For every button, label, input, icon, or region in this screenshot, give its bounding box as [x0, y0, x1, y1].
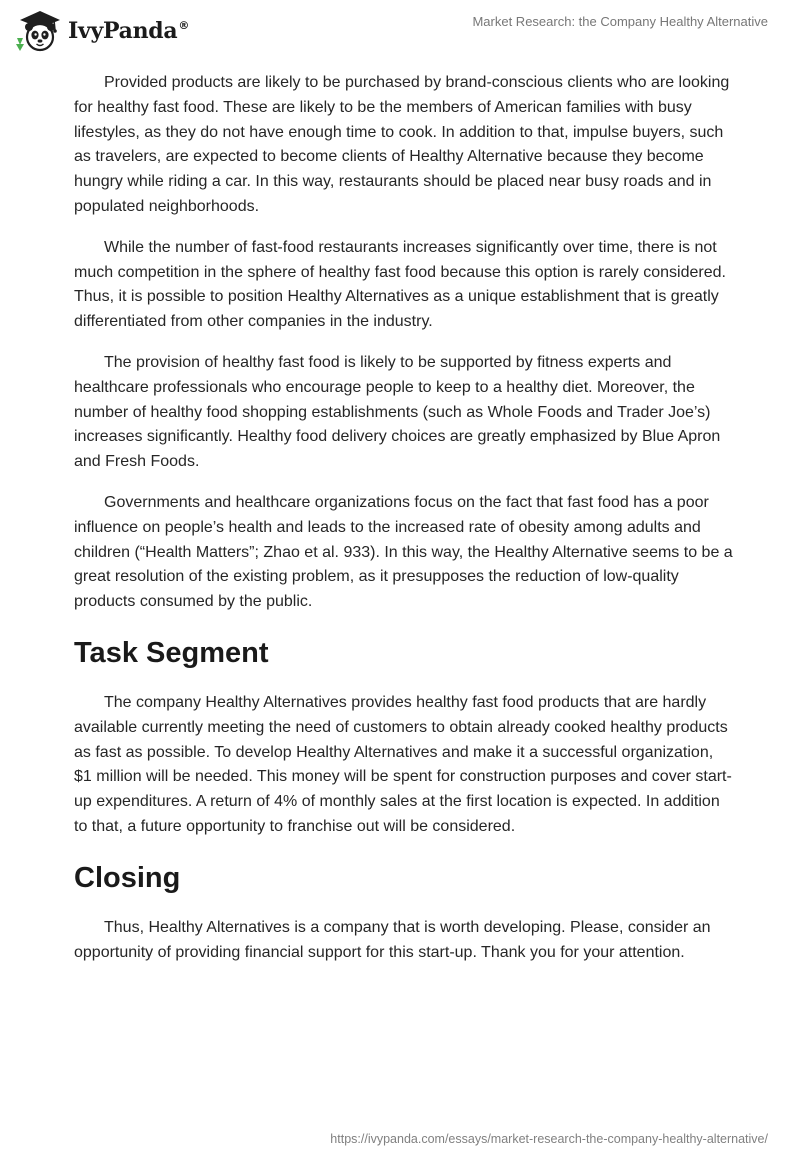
paragraph: The company Healthy Alternatives provides healthy fast food products that are hardly available currently meeting the need of customers to obtain already cooked healthy products as fast as possible. To develop Healthy Alternatives and make it a successful organization, $1 million will be needed. This money will be spent for construction purposes and cover start-up expenditures. A return of 4% of monthly sales at the first location is expected. In addition to that, a future opportunity to franchise out will be considered.	[74, 693, 732, 835]
paragraph: The provision of healthy fast food is likely to be supported by fitness experts and healthcare professionals who encourage people to keep to a healthy diet. Moreover, the number of healthy food shopping establishments (such as Whole Foods and Trader Joe’s) increases significantly. Healthy food delivery choices are greatly emphasized by Blue Apron and Fresh Foods.	[74, 353, 721, 471]
ivypanda-logo[interactable]	[14, 8, 189, 52]
section-heading-task-segment: Task Segment	[74, 636, 269, 669]
paragraph: Governments and healthcare organizations focus on the fact that fast food has a poor influence on people’s health and leads to the increased rate of obesity among adults and children (“Health Matters”; Zhao et al. 933). In this way, the Healthy Alternative seems to be a great resolution of the existing problem, as it presupposes the reduction of low-quality products consumed by the public.	[74, 493, 733, 611]
paragraph: Provided products are likely to be purchased by brand-conscious clients who are looking for healthy fast food. These are likely to be the members of American families with busy lifestyles, as they do not have enough time to cook. In addition to that, impulse buyers, such as travelers, are expected to become clients of Healthy Alternative because they become hungry while riding a car. In this way, restaurants should be placed near busy roads and in populated neighborhoods.	[74, 74, 730, 215]
running-title: Market Research: the Company Healthy Alternative	[472, 14, 768, 29]
page-header	[0, 0, 800, 60]
essay-content	[74, 71, 734, 981]
section-heading-closing: Closing	[74, 861, 181, 894]
registered-mark: ®	[178, 19, 190, 32]
panda-graduation-cap-icon	[14, 8, 62, 52]
paragraph: While the number of fast-food restaurants increases significantly over time, there is not much competition in the sphere of healthy fast food because this option is rarely considered. Thus, it is possible to position Healthy Alternatives as a unique establishment that is greatly differentiated from other companies in the industry.	[74, 238, 726, 331]
source-url-link[interactable]: https://ivypanda.com/essays/market-research-the-company-healthy-alternative/	[330, 1132, 768, 1146]
paragraph: Thus, Healthy Alternatives is a company that is worth developing. Please, consider an opportunity of providing financial support for this start-up. Thank you for your attention.	[74, 918, 711, 961]
brand-name: IvyPanda®	[68, 18, 190, 44]
